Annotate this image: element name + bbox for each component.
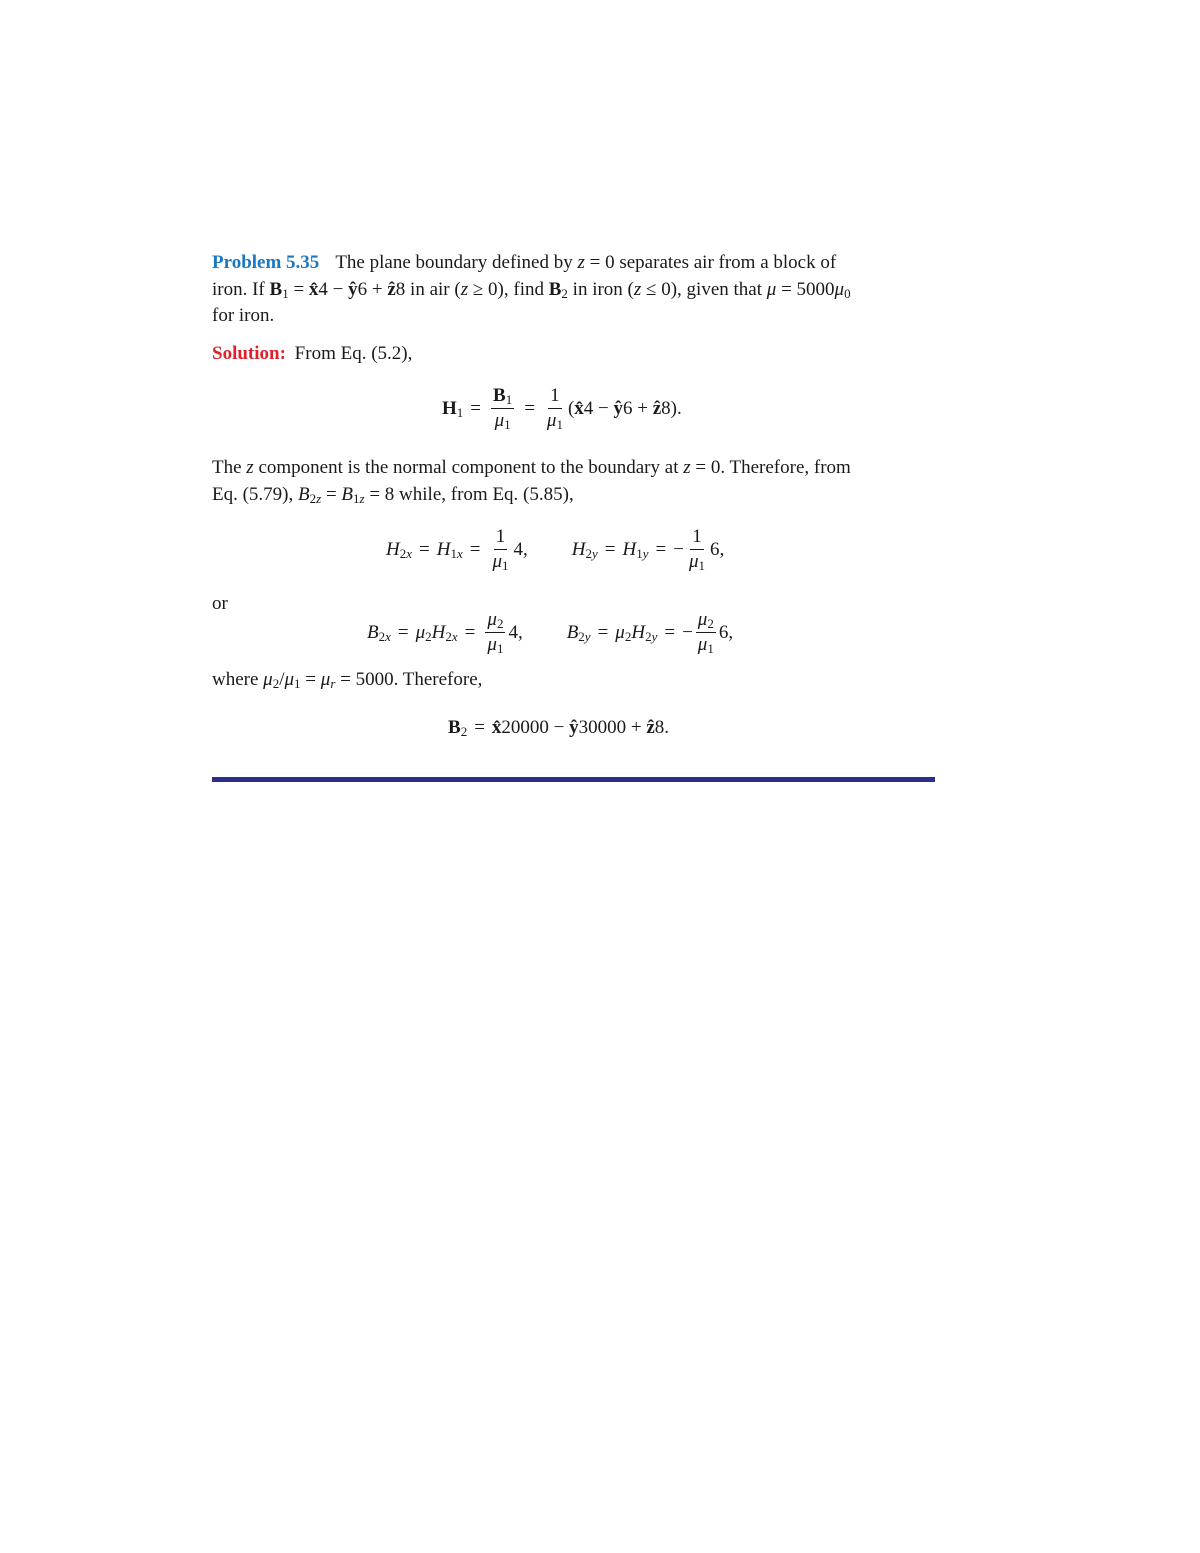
equation-b2-result: $B_2$ = x̂20000 − ŷ30000 + ẑ8. [448,717,670,739]
solution-intro [212,341,935,368]
where-line: where $\mu_2/\mu_1 = \mu_r = 5000$. Therefore, [212,669,483,691]
equation-h1: $H_1$ = $\frac{B_1}{\mu_1}$ = $\frac{1}{\mu_1}$ (x̂4 − ŷ6 + ẑ8). [442,385,682,432]
or-text: or [212,593,228,614]
z-component-line-1: The z component is the normal component to the boundary at z = 0. Therefore, from [212,457,851,478]
solution-intro-text: From Eq. (5.2), [294,343,413,364]
equation-h2: $H_{2x}$ = $H_{1x}$ = $\frac{1}{\mu_1}$ 4, $H_{2y}$ = $H_{1y}$ = − $\frac{1}{\mu_1}$ 6, [386,526,725,573]
problem-statement [212,250,935,330]
section-divider [212,777,935,782]
problem-line-2: iron. If $B_1$ = x̂4 − ŷ6 + ẑ8 in air (z ≥ 0), find $B_2$ in iron (z ≤ 0), given that $\mu = 5000\mu_0$ [212,278,851,301]
z-component-line-2: Eq. (5.79), $B_{2z} = B_{1z} = 8$ while, from Eq. (5.85), [212,483,574,506]
problem-line-3: for iron. [212,305,275,326]
equation-b2-components: $B_{2x}$ = $\mu_2H_{2x}$ = $\frac{\mu_2}{\mu_1}$ 4, $B_{2y}$ = $\mu_2H_{2y}$ = − $\frac{\mu_2}{\mu_1}$ 6, [367,609,734,656]
z-component-paragraph [212,455,935,508]
problem-heading: Problem 5.35 [212,252,320,273]
solution-heading: Solution: [212,343,286,364]
problem-line-1: The plane boundary defined by z = 0 separates air from a block of [335,252,837,273]
document-page [212,0,935,1553]
